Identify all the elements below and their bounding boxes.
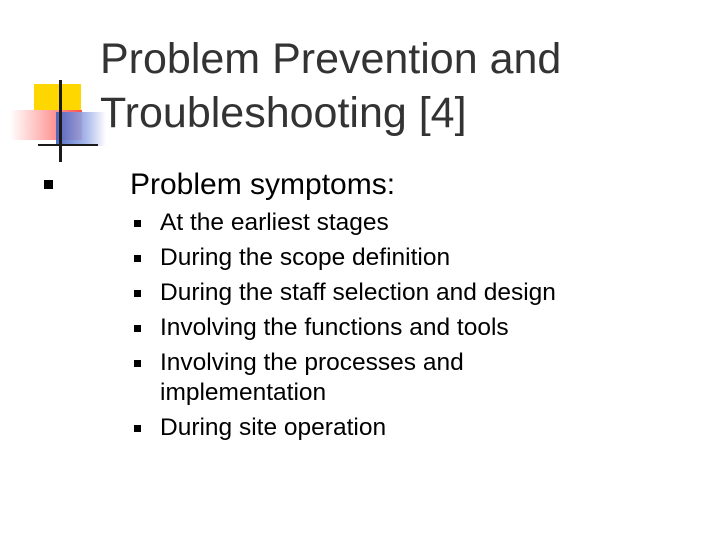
title-ornament-vertical-line — [59, 80, 62, 162]
list-item — [134, 348, 694, 408]
square-bullet-icon — [134, 425, 141, 432]
square-bullet-icon — [134, 255, 141, 262]
title-ornament-horizontal-line — [38, 144, 98, 146]
square-bullet-icon — [134, 360, 141, 367]
list-item — [134, 313, 694, 343]
list-item-text: Involving the processes and — [160, 349, 464, 376]
list-item-text: During site operation — [160, 414, 387, 441]
list-item-text-continued: implementation — [160, 379, 327, 406]
list-item — [134, 208, 694, 238]
list-item-text: During the scope definition — [160, 244, 451, 271]
list-item — [134, 413, 694, 443]
list-item-text: Involving the functions and tools — [160, 314, 509, 341]
list-item — [134, 243, 694, 273]
list-item — [134, 278, 694, 308]
square-bullet-icon — [134, 220, 141, 227]
square-bullet-icon — [44, 180, 53, 189]
square-bullet-icon — [134, 290, 141, 297]
title-ornament-blue-bar — [56, 112, 106, 146]
list-item-text: During the staff selection and design — [160, 279, 556, 306]
slide-title-line-1: Problem Prevention and — [100, 35, 562, 83]
symptom-list — [134, 208, 694, 443]
bullet-text: Problem symptoms: — [130, 168, 396, 201]
slide-title-line-2: Troubleshooting [4] — [100, 89, 467, 137]
list-item-text: At the earliest stages — [160, 209, 389, 236]
slide-title — [100, 32, 700, 140]
square-bullet-icon — [134, 325, 141, 332]
